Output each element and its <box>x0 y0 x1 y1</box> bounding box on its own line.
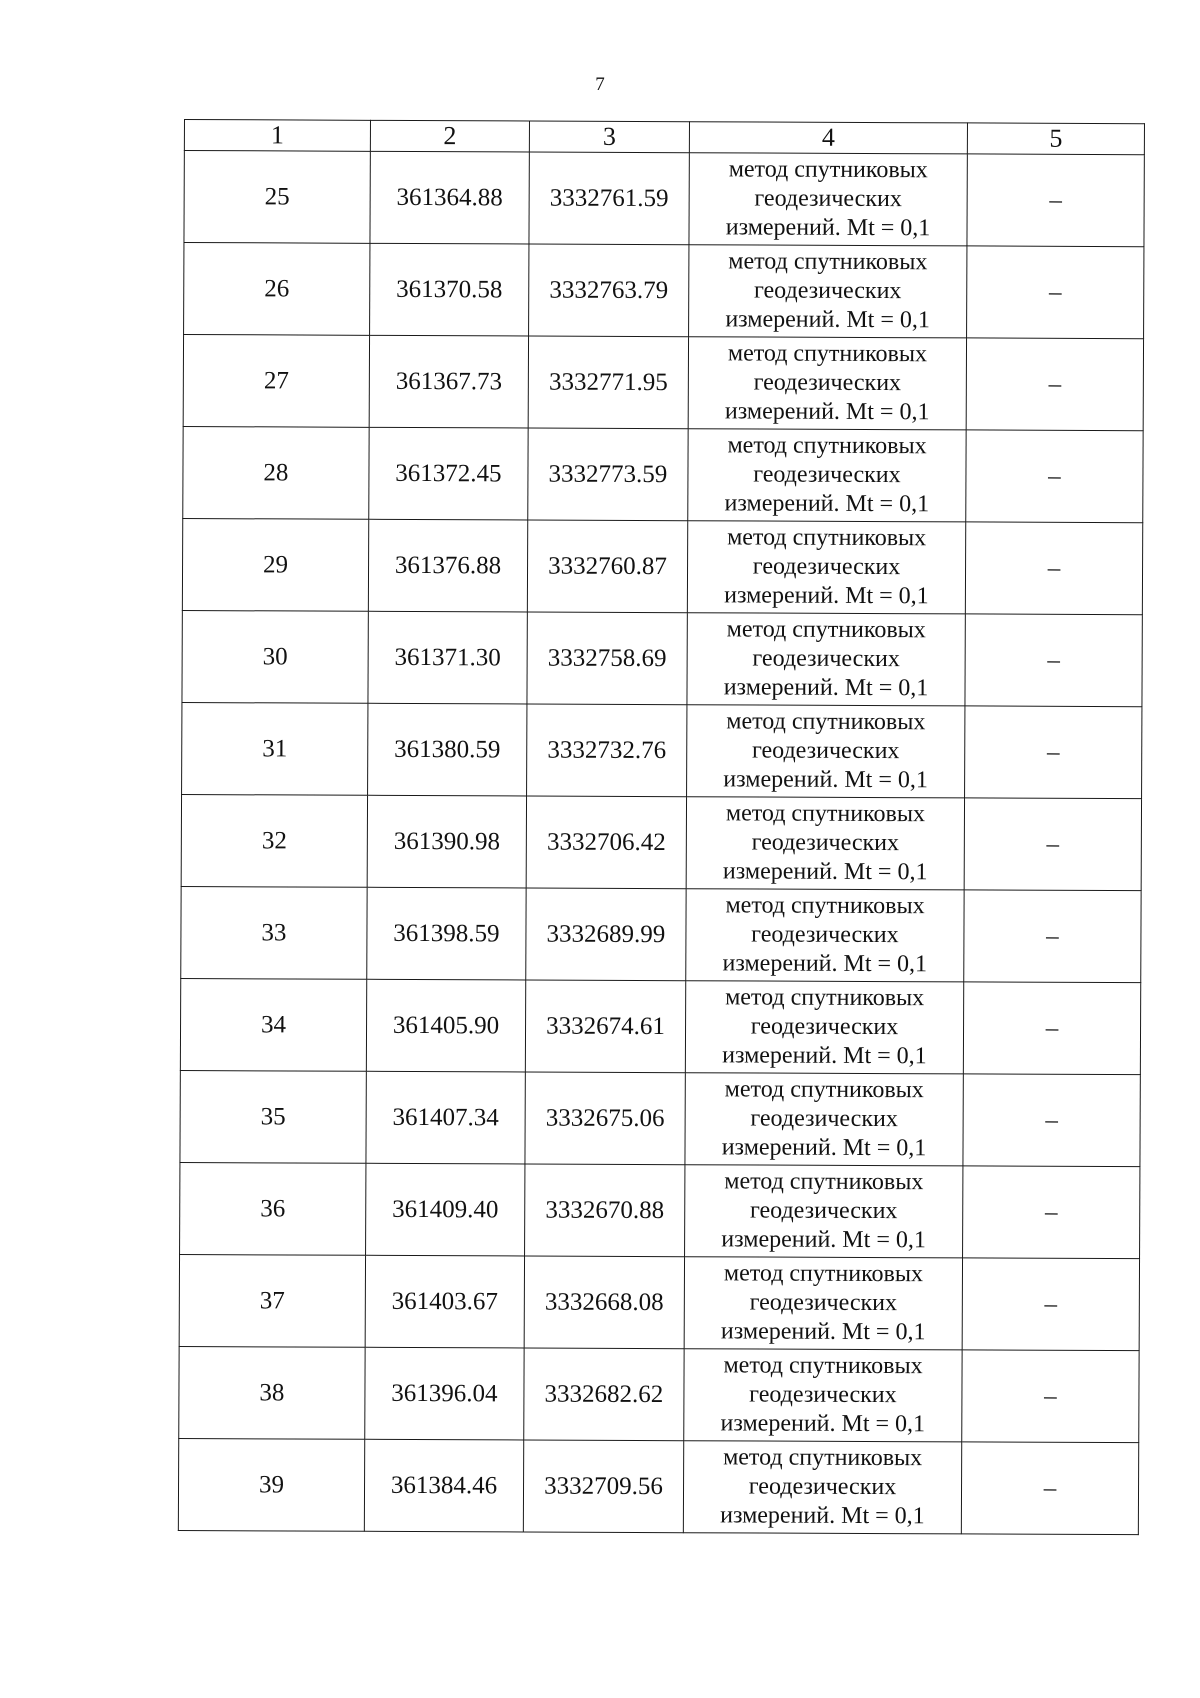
method-line: измерений. Mt = 0,1 <box>721 1226 926 1254</box>
method-line: измерений. Mt = 0,1 <box>720 1318 926 1346</box>
table-row <box>181 794 1141 890</box>
x-coordinate-cell: 361370.58 <box>370 243 529 336</box>
method-line: измерений. Mt = 0,1 <box>721 1134 927 1162</box>
x-coordinate-cell: 361403.67 <box>365 1255 524 1348</box>
y-coordinate-cell: 3332761.59 <box>529 152 689 245</box>
y-coordinate-cell: 3332758.69 <box>527 612 687 705</box>
table-row <box>184 243 1144 339</box>
method-line: геодезических <box>750 1105 898 1133</box>
method-line: метод спутниковых <box>727 432 927 460</box>
x-coordinate-cell: 361390.98 <box>367 795 526 888</box>
x-coordinate-cell: 361407.34 <box>366 1071 525 1164</box>
y-coordinate-cell: 3332773.59 <box>528 428 688 521</box>
method-line: измерений. Mt = 0,1 <box>723 674 929 702</box>
column-header: 2 <box>370 120 529 152</box>
y-coordinate-cell: 3332689.99 <box>526 888 686 981</box>
method-line: метод спутниковых <box>725 984 925 1012</box>
y-coordinate-cell: 3332732.76 <box>527 704 687 797</box>
method-line: метод спутниковых <box>725 800 926 828</box>
y-coordinate-cell: 3332670.88 <box>525 1164 685 1257</box>
point-number-cell: 35 <box>180 1070 366 1163</box>
method-cell <box>685 981 963 1074</box>
note-cell: – <box>964 890 1141 983</box>
method-line: геодезических <box>749 1289 898 1317</box>
column-header: 5 <box>967 123 1144 155</box>
method-line: измерений. Mt = 0,1 <box>720 1410 926 1438</box>
note-cell: – <box>963 1074 1140 1167</box>
y-coordinate-cell: 3332674.61 <box>525 980 685 1073</box>
table-header <box>184 120 1144 155</box>
x-coordinate-cell: 361364.88 <box>370 151 529 244</box>
table-row <box>182 518 1142 614</box>
note-cell: – <box>963 1166 1140 1259</box>
method-line: геодезических <box>751 737 900 765</box>
y-coordinate-cell: 3332675.06 <box>525 1072 685 1165</box>
method-line: метод спутниковых <box>723 1260 924 1288</box>
point-number-cell: 26 <box>184 243 370 336</box>
method-line: геодезических <box>749 1381 897 1409</box>
method-cell <box>685 1073 963 1166</box>
x-coordinate-cell: 361405.90 <box>366 979 525 1072</box>
method-cell <box>689 245 967 338</box>
header-row <box>184 120 1144 155</box>
note-cell: – <box>962 1350 1139 1443</box>
method-line: геодезических <box>753 461 901 489</box>
table-row <box>179 1346 1139 1442</box>
table-body <box>178 151 1144 1535</box>
column-header: 4 <box>689 122 967 154</box>
note-cell: – <box>962 1258 1139 1351</box>
method-line: геодезических <box>749 1197 898 1225</box>
column-header: 1 <box>184 120 370 152</box>
x-coordinate-cell: 361371.30 <box>368 611 527 704</box>
point-number-cell: 29 <box>182 518 368 611</box>
method-line: измерений. Mt = 0,1 <box>722 1042 927 1070</box>
method-line: измерений. Mt = 0,1 <box>724 490 930 518</box>
y-coordinate-cell: 3332771.95 <box>528 336 688 429</box>
method-cell <box>688 429 966 522</box>
method-line: измерений. Mt = 0,1 <box>720 1502 925 1530</box>
x-coordinate-cell: 361380.59 <box>368 703 527 796</box>
point-number-cell: 34 <box>180 978 366 1071</box>
method-line: геодезических <box>750 1013 899 1041</box>
point-number-cell: 38 <box>179 1346 365 1439</box>
method-cell <box>683 1441 961 1534</box>
point-number-cell: 25 <box>184 151 370 244</box>
method-line: метод спутниковых <box>726 616 926 644</box>
table-row <box>180 978 1140 1074</box>
table-row <box>178 1438 1138 1534</box>
note-cell: – <box>966 430 1143 523</box>
table-row <box>184 151 1144 247</box>
table-row <box>183 335 1143 431</box>
coordinates-table <box>178 119 1145 1535</box>
method-line: метод спутниковых <box>724 1168 924 1196</box>
method-cell <box>684 1257 962 1350</box>
y-coordinate-cell: 3332709.56 <box>523 1440 683 1533</box>
method-line: измерений. Mt = 0,1 <box>725 214 931 242</box>
method-line: геодезических <box>754 185 902 213</box>
point-number-cell: 32 <box>181 794 367 887</box>
method-cell <box>687 613 965 706</box>
y-coordinate-cell: 3332763.79 <box>529 244 689 337</box>
x-coordinate-cell: 361409.40 <box>366 1163 525 1256</box>
x-coordinate-cell: 361398.59 <box>367 887 526 980</box>
table-row <box>182 702 1142 798</box>
y-coordinate-cell: 3332668.08 <box>524 1256 684 1349</box>
table-row <box>179 1254 1139 1350</box>
note-cell: – <box>965 522 1142 615</box>
method-line: измерений. Mt = 0,1 <box>724 582 929 610</box>
point-number-cell: 39 <box>178 1438 364 1531</box>
method-line: метод спутниковых <box>728 248 928 276</box>
method-line: геодезических <box>752 645 900 673</box>
table-row <box>182 610 1142 706</box>
point-number-cell: 30 <box>182 610 368 703</box>
note-cell: – <box>967 246 1144 339</box>
method-cell <box>686 889 964 982</box>
method-line: метод спутниковых <box>726 708 926 736</box>
x-coordinate-cell: 361372.45 <box>369 427 528 520</box>
method-cell <box>687 705 965 798</box>
y-coordinate-cell: 3332760.87 <box>527 520 687 613</box>
method-line: геодезических <box>753 277 902 305</box>
x-coordinate-cell: 361367.73 <box>369 335 528 428</box>
method-line: измерений. Mt = 0,1 <box>722 950 928 978</box>
x-coordinate-cell: 361376.88 <box>368 519 527 612</box>
point-number-cell: 37 <box>179 1254 365 1347</box>
method-line: геодезических <box>748 1473 897 1501</box>
method-line: геодезических <box>751 921 899 949</box>
note-cell: – <box>964 798 1141 891</box>
note-cell: – <box>965 614 1142 707</box>
column-header: 3 <box>529 121 689 153</box>
table-row <box>181 886 1141 982</box>
method-cell <box>688 337 966 430</box>
method-line: метод спутниковых <box>727 524 927 552</box>
method-line: геодезических <box>752 553 901 581</box>
note-cell: – <box>963 982 1140 1075</box>
method-line: измерений. Mt = 0,1 <box>723 766 928 794</box>
y-coordinate-cell: 3332682.62 <box>524 1348 684 1441</box>
point-number-cell: 33 <box>181 886 367 979</box>
y-coordinate-cell: 3332706.42 <box>526 796 686 889</box>
method-line: геодезических <box>753 369 902 397</box>
method-line: метод спутниковых <box>725 892 925 920</box>
note-cell: – <box>965 706 1142 799</box>
point-number-cell: 27 <box>183 335 369 428</box>
method-line: измерений. Mt = 0,1 <box>722 858 928 886</box>
note-cell: – <box>966 338 1143 431</box>
x-coordinate-cell: 361396.04 <box>365 1347 524 1440</box>
note-cell: – <box>967 154 1144 247</box>
method-line: геодезических <box>751 829 900 857</box>
table-row <box>180 1070 1140 1166</box>
method-line: метод спутниковых <box>728 156 928 184</box>
method-line: измерений. Mt = 0,1 <box>725 306 930 334</box>
note-cell: – <box>961 1442 1138 1535</box>
table-row <box>180 1162 1140 1258</box>
point-number-cell: 28 <box>183 426 369 519</box>
point-number-cell: 36 <box>180 1162 366 1255</box>
method-line: метод спутниковых <box>724 1076 924 1104</box>
method-line: метод спутниковых <box>723 1352 923 1380</box>
method-cell <box>689 153 967 246</box>
method-line: измерений. Mt = 0,1 <box>724 398 930 426</box>
method-cell <box>684 1349 962 1442</box>
method-line: метод спутниковых <box>727 340 928 368</box>
method-line: метод спутниковых <box>723 1444 923 1472</box>
table-row <box>183 426 1143 522</box>
method-cell <box>687 521 965 614</box>
method-cell <box>686 797 964 890</box>
x-coordinate-cell: 361384.46 <box>364 1439 523 1532</box>
point-number-cell: 31 <box>182 702 368 795</box>
page-number: 7 <box>595 74 605 95</box>
method-cell <box>685 1165 963 1258</box>
